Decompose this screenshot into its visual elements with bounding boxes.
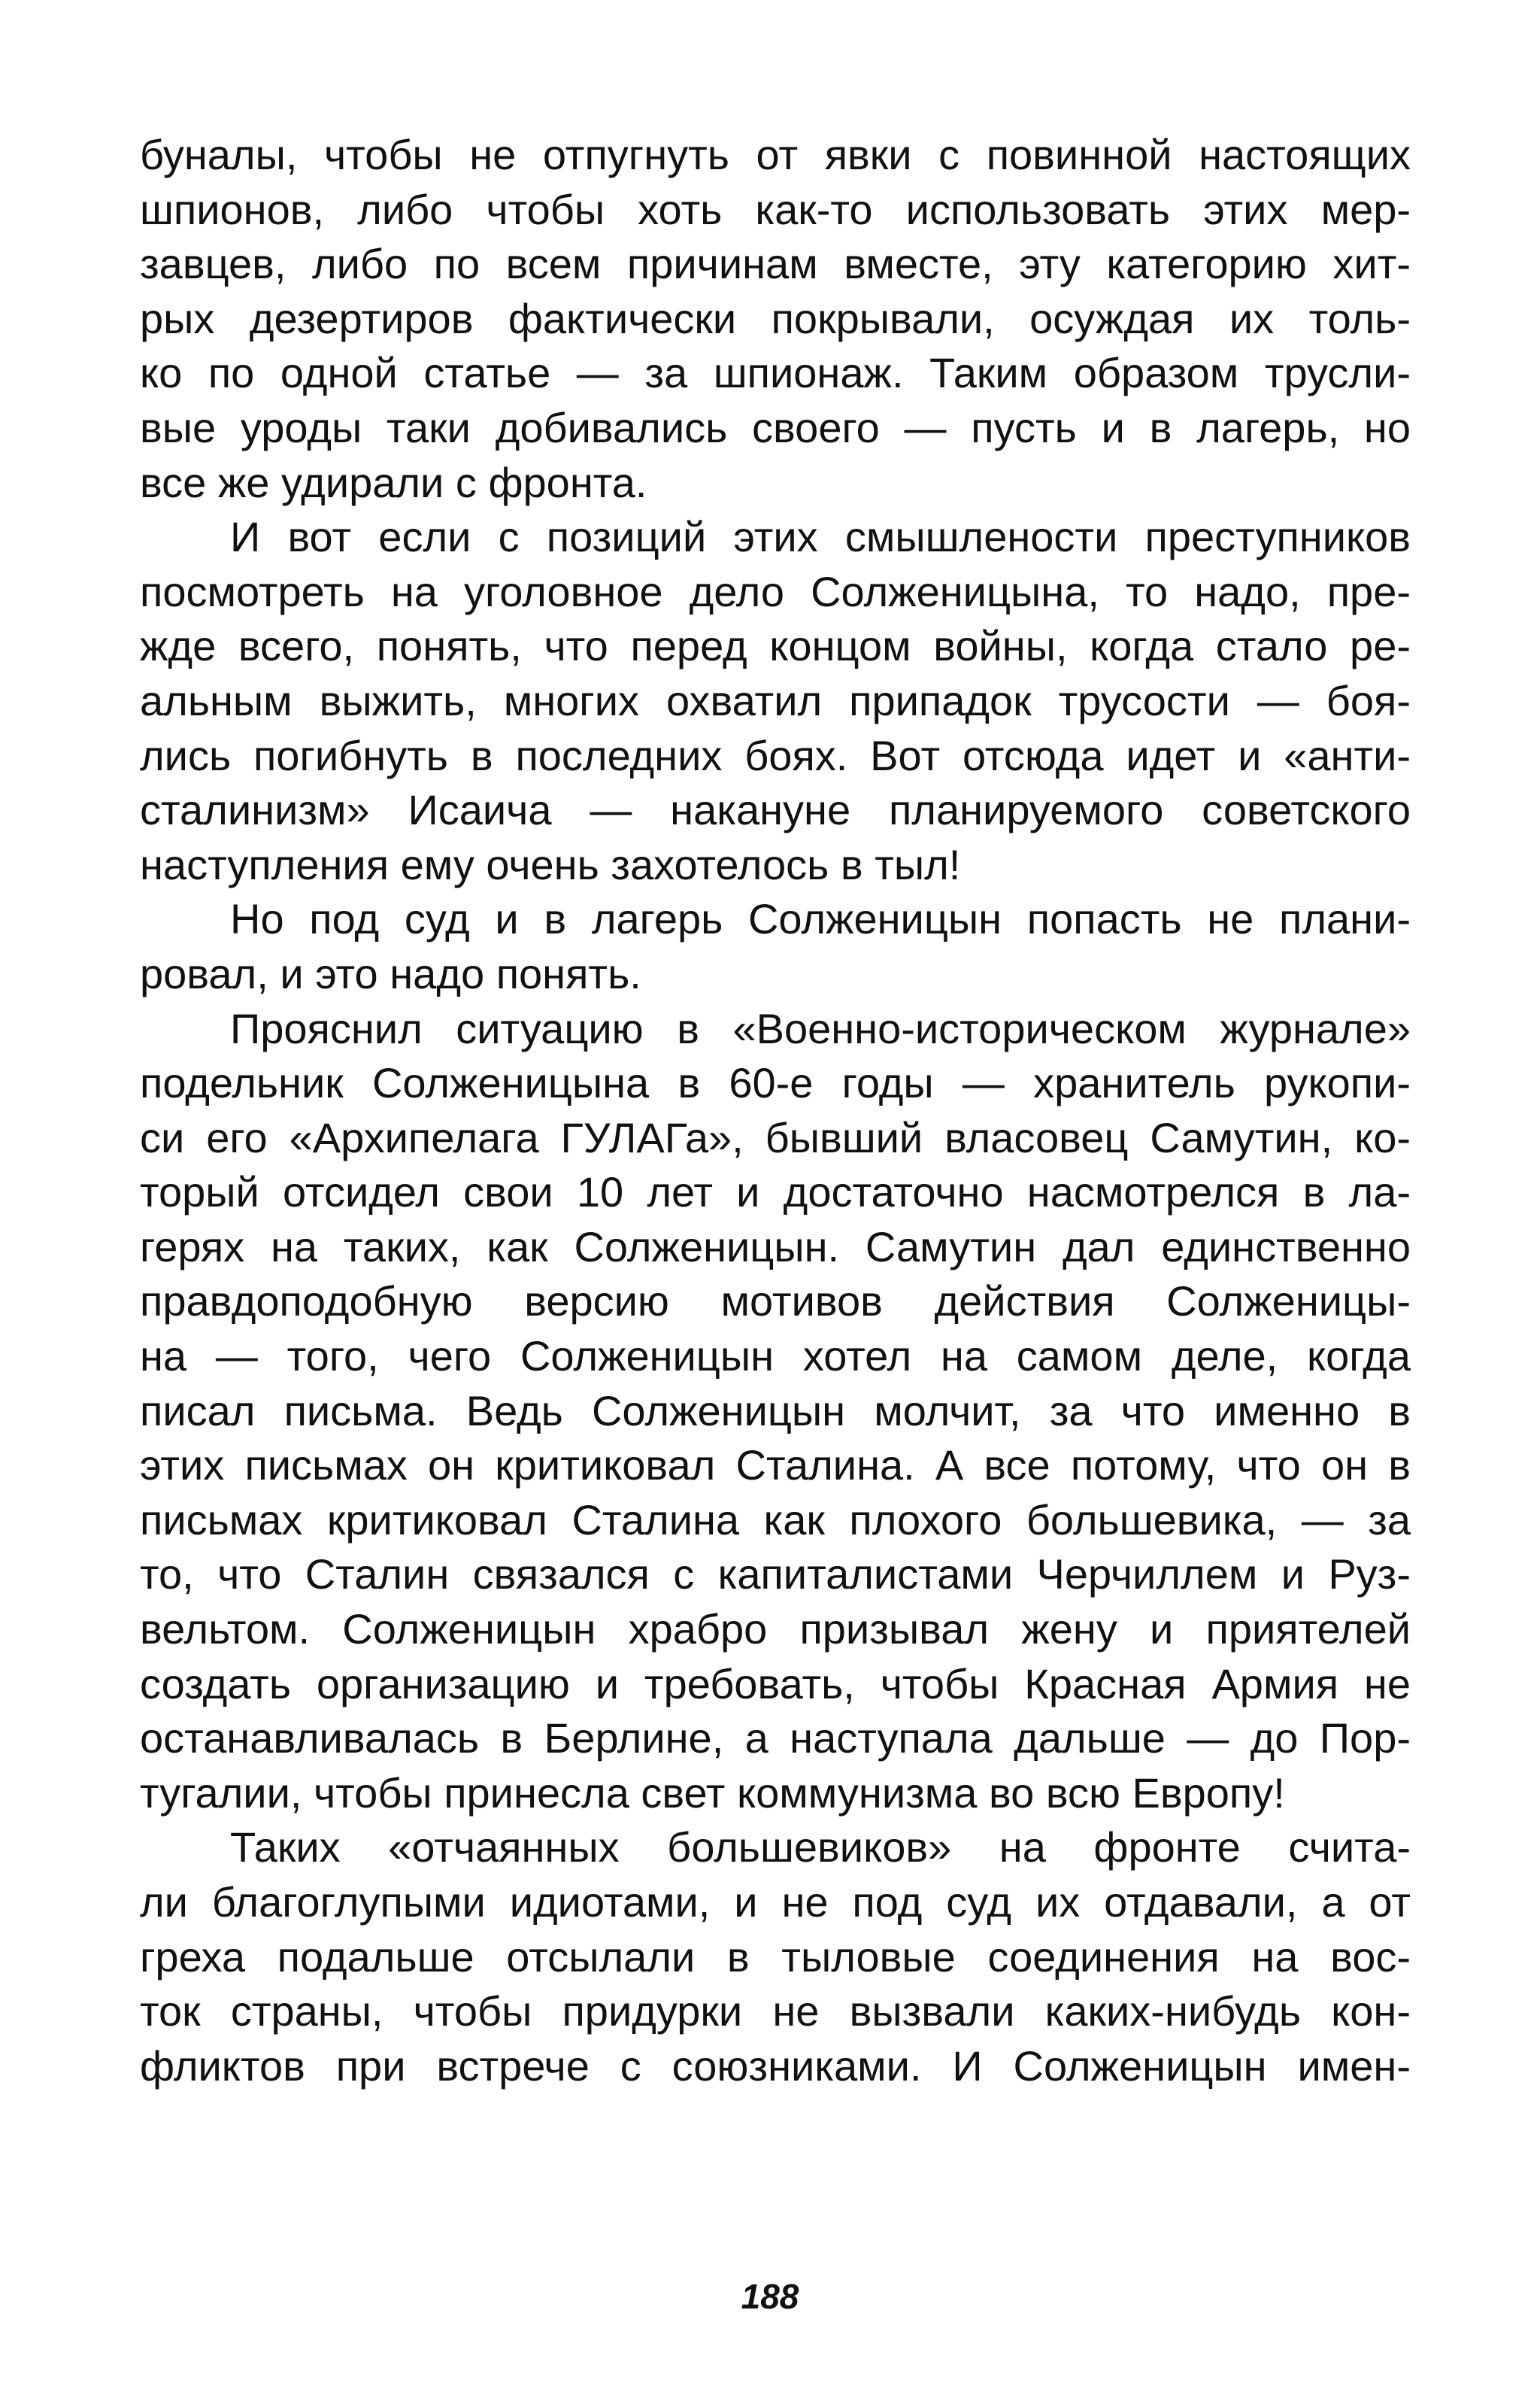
text-line: завцев, либо по всем причинам вместе, эту категорию хит-: [140, 240, 1411, 288]
text-line: то, что Сталин связался с капиталистами Черчиллем и Руз-: [140, 1550, 1411, 1598]
paragraph: [140, 510, 1411, 892]
text-line: Прояснил ситуацию в «Военно-историческом журнале»: [230, 1004, 1411, 1052]
text-line: греха подальше отсылали в тыловые соединения на вос-: [140, 1932, 1411, 1981]
text-line: фликтов при встрече с союзниками. И Солженицын имен-: [140, 2041, 1411, 2090]
page-body-text: [140, 128, 1411, 2093]
text-line: тугалии, чтобы принесла свет коммунизма во всю Европу!: [140, 1768, 1285, 1817]
paragraph: [140, 892, 1411, 1001]
text-line: си его «Архипелага ГУЛАГа», бывший власовец Самутин, ко-: [140, 1113, 1411, 1161]
text-line: И вот если с позиций этих смышлености преступников: [230, 513, 1411, 561]
paragraph: [140, 1820, 1411, 2093]
text-line: наступления ему очень захотелось в тыл!: [140, 840, 961, 888]
text-line: ли благоглупыми идиотами, и не под суд их отдавали, а от: [140, 1878, 1411, 1926]
text-line: подельник Солженицына в 60-е годы — хранитель рукопи-: [140, 1059, 1411, 1107]
text-line: вельтом. Солженицын храбро призывал жену и приятелей: [140, 1605, 1411, 1653]
text-line: ток страны, чтобы придурки не вызвали каких-нибудь кон-: [140, 1987, 1411, 2035]
text-line: письмах критиковал Сталина как плохого большевика, — за: [140, 1495, 1411, 1543]
text-line: сталинизм» Исаича — накануне планируемого советского: [140, 786, 1411, 834]
text-line: торый отсидел свои 10 лет и достаточно насмотрелся в ла-: [140, 1168, 1411, 1216]
page-number: 188: [741, 2277, 799, 2316]
text-line: на — того, чего Солженицын хотел на самом деле, когда: [140, 1332, 1411, 1380]
text-line: альным выжить, многих охватил припадок трусости — боя-: [140, 676, 1411, 724]
text-line: жде всего, понять, что перед концом войны, когда стало ре-: [140, 622, 1411, 670]
text-line: шпионов, либо чтобы хоть как-то использовать этих мер-: [140, 185, 1411, 233]
text-line: рых дезертиров фактически покрывали, осуждая их толь-: [140, 294, 1411, 342]
text-line: вые уроды таки добивались своего — пусть и в лагерь, но: [140, 403, 1411, 451]
text-line: посмотреть на уголовное дело Солженицына, то надо, пре-: [140, 567, 1411, 615]
text-line: все же удирали с фронта.: [140, 458, 647, 506]
text-line: герях на таких, как Солженицын. Самутин дал единственно: [140, 1222, 1411, 1270]
text-line: правдоподобную версию мотивов действия Солженицы-: [140, 1277, 1411, 1325]
paragraph: [140, 128, 1411, 510]
text-line: лись погибнуть в последних боях. Вот отсюда идет и «анти-: [140, 731, 1411, 779]
text-line: останавливалась в Берлине, а наступала дальше — до Пор-: [140, 1714, 1411, 1762]
text-line: ровал, и это надо понять.: [140, 949, 641, 997]
text-line: Но под суд и в лагерь Солженицын попасть не плани-: [230, 895, 1411, 943]
paragraph: [140, 1002, 1411, 1821]
text-line: создать организацию и требовать, чтобы Красная Армия не: [140, 1659, 1411, 1707]
text-line: этих письмах он критиковал Сталина. А все потому, что он в: [140, 1441, 1411, 1489]
text-line: буналы, чтобы не отпугнуть от явки с повинной настоящих: [140, 131, 1411, 178]
text-line: ко по одной статье — за шпионаж. Таким образом трусли-: [140, 349, 1411, 397]
text-line: писал письма. Ведь Солженицын молчит, за что именно в: [140, 1386, 1411, 1434]
text-line: Таких «отчаянных большевиков» на фронте счита-: [230, 1823, 1411, 1871]
